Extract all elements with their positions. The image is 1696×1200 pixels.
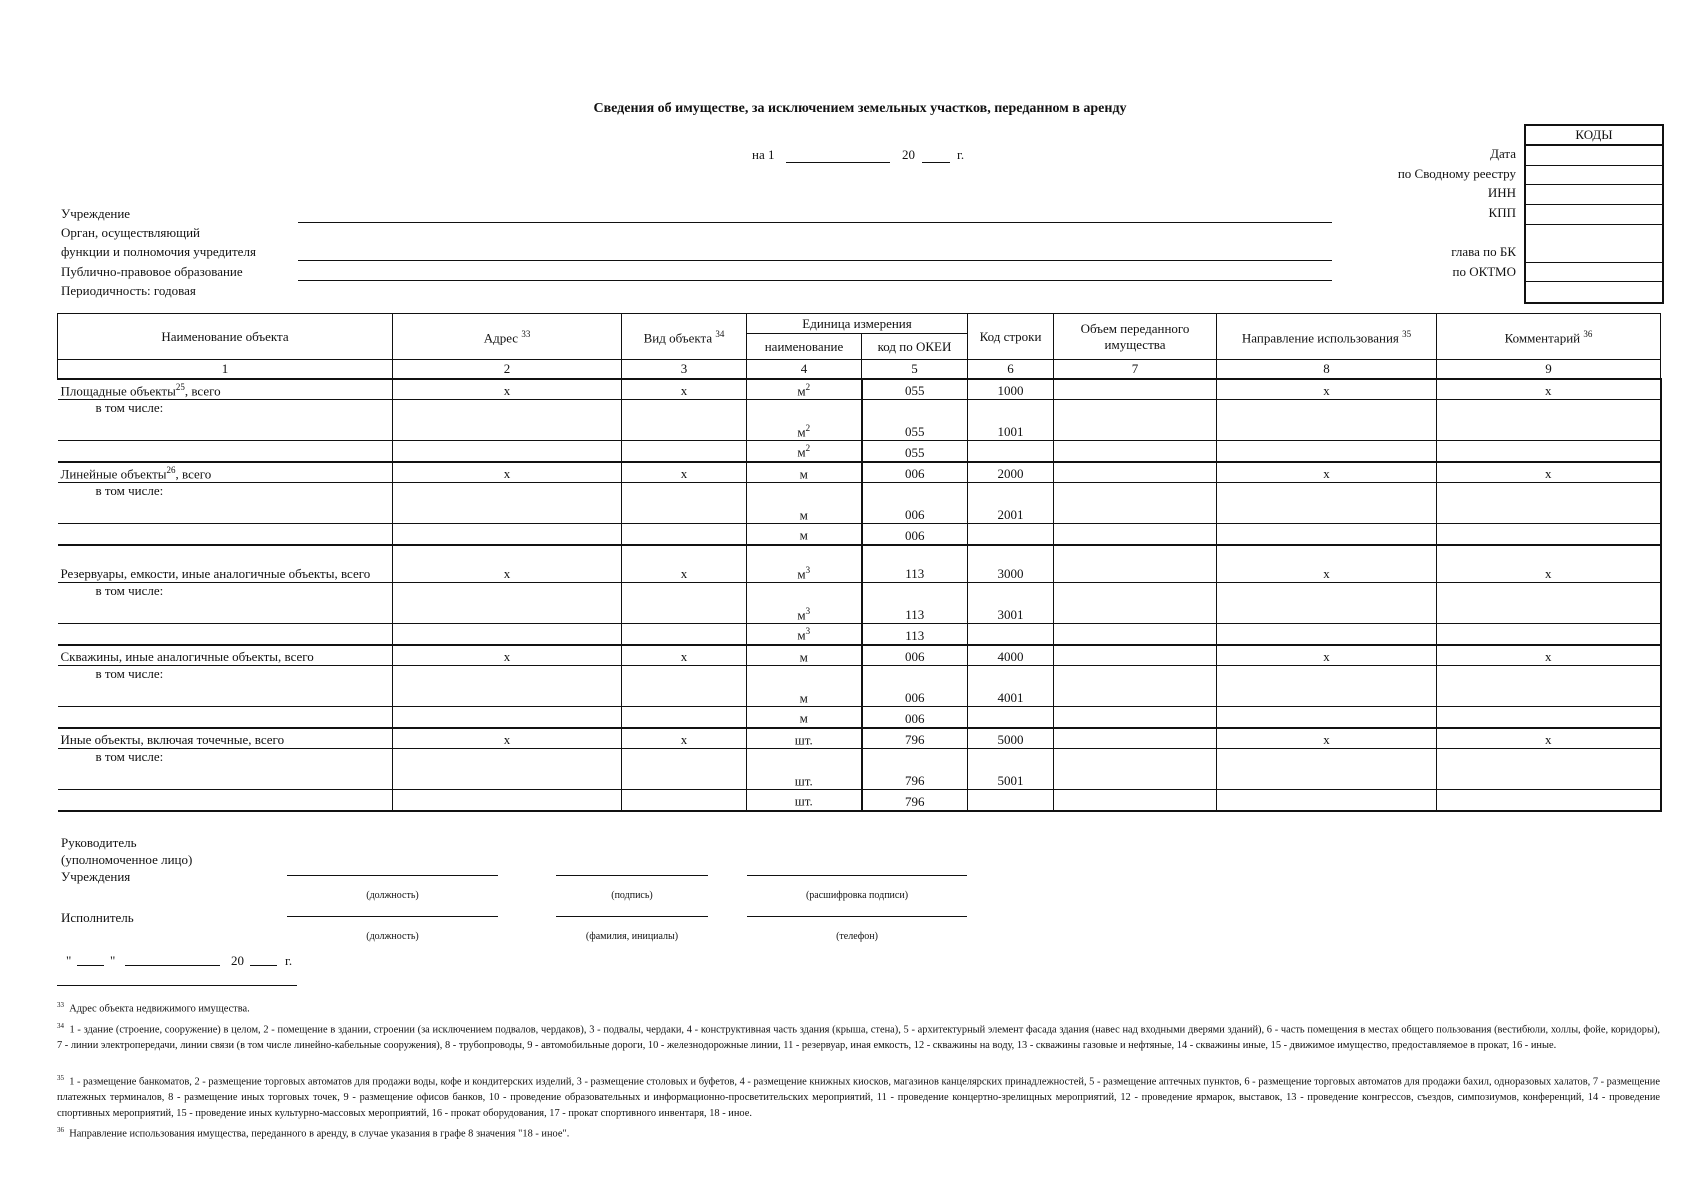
- direction-cell[interactable]: [1217, 441, 1437, 462]
- head-decoding-field[interactable]: [747, 875, 967, 876]
- unit-name-cell: м: [747, 483, 862, 524]
- volume-cell[interactable]: [1054, 749, 1217, 790]
- address-cell[interactable]: [393, 524, 622, 545]
- sign-month-field[interactable]: [125, 965, 220, 966]
- line-code-cell: 1001: [968, 400, 1054, 441]
- direction-cell: x: [1217, 728, 1437, 749]
- okei-code-cell: 006: [862, 645, 968, 666]
- volume-cell[interactable]: [1054, 400, 1217, 441]
- okei-code-cell: 006: [862, 462, 968, 483]
- object-name-cell[interactable]: [58, 441, 393, 462]
- unit-name-cell: $м^2$: [747, 441, 862, 462]
- unit-name-cell: шт.: [747, 749, 862, 790]
- comment-cell[interactable]: [1437, 666, 1661, 707]
- comment-cell[interactable]: [1437, 790, 1661, 811]
- object-name-cell: Резервуары, емкости, иные аналогичные объекты, всего: [58, 545, 393, 583]
- head-position-field[interactable]: [287, 875, 498, 876]
- table-row-total: [58, 728, 1661, 749]
- address-cell: x: [393, 645, 622, 666]
- year-suffix: г.: [957, 147, 965, 162]
- caption-name: (фамилия, инициалы): [585, 931, 679, 942]
- executor-position-field[interactable]: [287, 916, 498, 917]
- object-type-cell: x: [622, 545, 747, 583]
- unit-name-cell: м: [747, 666, 862, 707]
- public-entity-field[interactable]: [298, 266, 1332, 281]
- address-cell[interactable]: [393, 790, 622, 811]
- code-bk-cell[interactable]: [1526, 225, 1662, 263]
- line-code-cell: 5000: [968, 728, 1054, 749]
- table-row-sub: [58, 666, 1661, 707]
- okei-code-cell: 006: [862, 666, 968, 707]
- code-inn-cell[interactable]: [1526, 185, 1662, 205]
- object-name-cell[interactable]: [58, 790, 393, 811]
- object-type-cell[interactable]: [622, 400, 747, 441]
- okei-code-cell: 055: [862, 379, 968, 400]
- caption-position: (должность): [366, 890, 419, 901]
- object-type-cell[interactable]: [622, 666, 747, 707]
- table-row-extra: [58, 624, 1661, 645]
- table-row-sub: [58, 400, 1661, 441]
- address-cell[interactable]: [393, 707, 622, 728]
- line-code-cell: 4000: [968, 645, 1054, 666]
- object-type-cell[interactable]: [622, 583, 747, 624]
- line-code-cell: 2000: [968, 462, 1054, 483]
- unit-name-cell: м: [747, 645, 862, 666]
- unit-name-cell: $м^2$: [747, 379, 862, 400]
- col-number: 1: [58, 360, 393, 379]
- code-label-oktmo: по ОКТМО: [1452, 264, 1516, 279]
- footnote-34: $^{34}$ 1 - здание (строение, сооружение) в целом, 2 - помещение в здании, строении (за исключением подвалов, чердаков), 3 - подвалы, чердаки, 4 - конструктивная часть здания (крыша, стена), 5 - архитектурный элемент фасада здания (навес над входными дверями зданий), 6 - часть помещения в местах общего пользования (вестибюли, холлы, фойе, коридоры), 7 - линии электропередачи, линии связи (в том числе линейно-кабельные сооружения), 8 - трубопроводы, 9 - автомобильные дороги, 10 - железнодорожные линии, 11 - резервуар, иная емкость, 12 - скважины на воду, 13 - скважины газовые и нефтяные, 14 - скважины иные, 15 - движимое имущество, предоставляемое в прокат, 16 - иные.: [57, 1022, 1660, 1052]
- volume-cell[interactable]: [1054, 583, 1217, 624]
- volume-cell[interactable]: [1054, 666, 1217, 707]
- okei-code-cell: 796: [862, 728, 968, 749]
- public-entity-label: Публично-правовое образование: [61, 264, 243, 279]
- head-label-line3: Учреждения: [61, 869, 131, 884]
- object-type-cell: x: [622, 379, 747, 400]
- line-code-cell: [968, 707, 1054, 728]
- unit-name-cell: м: [747, 524, 862, 545]
- date-year-field[interactable]: [922, 148, 950, 163]
- periodicity-label: Периодичность: годовая: [61, 283, 196, 298]
- footnote-36: $^{36}$ Направление использования имущества, переданного в аренду, в случае указания в графе 8 значения "18 - иное".: [57, 1126, 570, 1140]
- okei-code-cell: 006: [862, 524, 968, 545]
- code-label-date: Дата: [1490, 146, 1516, 161]
- col-number: 6: [968, 360, 1054, 379]
- col-number: 8: [1217, 360, 1437, 379]
- col-number: 4: [747, 360, 862, 379]
- object-name-cell: Площадные объекты$^{25}$, всего: [58, 379, 393, 400]
- comment-cell[interactable]: [1437, 524, 1661, 545]
- col-number: 3: [622, 360, 747, 379]
- object-name-cell[interactable]: [58, 524, 393, 545]
- col-header-unit-name: наименование: [747, 334, 862, 360]
- comment-cell: x: [1437, 379, 1661, 400]
- col-header-comment: Комментарий $^{36}$: [1437, 314, 1661, 360]
- in-that-number-cell[interactable]: в том числе:: [58, 749, 393, 790]
- table-row-extra: [58, 707, 1661, 728]
- okei-code-cell: 113: [862, 583, 968, 624]
- codes-box: [1524, 144, 1664, 304]
- col-header-volume: Объем переданного имущества: [1054, 314, 1217, 360]
- comment-cell[interactable]: [1437, 400, 1661, 441]
- col-header-type: Вид объекта $^{34}$: [622, 314, 747, 360]
- comment-cell[interactable]: [1437, 441, 1661, 462]
- institution-field[interactable]: [298, 208, 1332, 223]
- table-row-extra: [58, 441, 1661, 462]
- address-cell: x: [393, 545, 622, 583]
- direction-cell[interactable]: [1217, 483, 1437, 524]
- sign-year-suffix: г.: [285, 953, 293, 968]
- okei-code-cell: 796: [862, 749, 968, 790]
- comment-cell: x: [1437, 645, 1661, 666]
- executor-label: Исполнитель: [61, 910, 134, 925]
- line-code-cell: 5001: [968, 749, 1054, 790]
- volume-cell[interactable]: [1054, 790, 1217, 811]
- direction-cell[interactable]: [1217, 524, 1437, 545]
- address-cell[interactable]: [393, 666, 622, 707]
- authority-label-line2: функции и полномочия учредителя: [61, 244, 256, 259]
- volume-cell[interactable]: [1054, 483, 1217, 524]
- on-date-prefix: на 1: [752, 147, 775, 162]
- line-code-cell: [968, 624, 1054, 645]
- footnote-35: $^{35}$ 1 - размещение банкоматов, 2 - размещение торговых автоматов для продажи воды, кофе и кондитерских изделий, 3 - размещение столовых и буфетов, 4 - размещение книжных киосков, магазинов канцелярских принадлежностей, 5 - размещение аптечных пунктов, 6 - размещение торговых автоматов для продажи бахил, одноразовых халатов, 7 - размещение платежных терминалов, 8 - размещение иных торговых точек, 9 - размещение офисов банков, 10 - проведение образовательных и информационно-просветительских мероприятий, 11 - проведение концертно-зрелищных мероприятий, 12 - проведение ярмарок, выставок, 13 - проведение конгрессов, съездов, симпозиумов, конференций, 14 - проведение спортивных мероприятий, 15 - проведение иных культурно-массовых мероприятий, 16 - прокат оборудования, 17 - прокат спортивного инвентаря, 18 - иное.: [57, 1074, 1660, 1120]
- object-name-cell: Скважины, иные аналогичные объекты, всего: [58, 645, 393, 666]
- table-body: [58, 379, 1661, 811]
- volume-cell[interactable]: [1054, 645, 1217, 666]
- unit-name-cell: шт.: [747, 790, 862, 811]
- object-type-cell[interactable]: [622, 483, 747, 524]
- volume-cell[interactable]: [1054, 624, 1217, 645]
- address-cell: x: [393, 728, 622, 749]
- in-that-number-cell[interactable]: в том числе:: [58, 483, 393, 524]
- object-type-cell[interactable]: [622, 707, 747, 728]
- table-row-total: [58, 545, 1661, 583]
- object-type-cell[interactable]: [622, 624, 747, 645]
- okei-code-cell: 796: [862, 790, 968, 811]
- col-header-address: Адрес $^{33}$: [393, 314, 622, 360]
- comment-cell: x: [1437, 728, 1661, 749]
- address-cell[interactable]: [393, 483, 622, 524]
- col-header-name: Наименование объекта: [58, 314, 393, 360]
- unit-name-cell: $м^2$: [747, 400, 862, 441]
- line-code-cell: 2001: [968, 483, 1054, 524]
- comment-cell[interactable]: [1437, 707, 1661, 728]
- direction-cell: x: [1217, 645, 1437, 666]
- caption-phone: (телефон): [836, 931, 878, 942]
- address-cell: x: [393, 462, 622, 483]
- authority-field[interactable]: [298, 246, 1332, 261]
- line-code-cell: [968, 524, 1054, 545]
- codes-header: КОДЫ: [1524, 124, 1664, 144]
- code-label-registry: по Сводному реестру: [1397, 166, 1516, 181]
- form-title: Сведения об имуществе, за исключением земельных участков, переданном в аренду: [593, 101, 1127, 116]
- in-that-number-cell[interactable]: в том числе:: [58, 583, 393, 624]
- line-code-cell: 3001: [968, 583, 1054, 624]
- head-signature-field[interactable]: [556, 875, 708, 876]
- object-type-cell: x: [622, 645, 747, 666]
- unit-name-cell: $м^3$: [747, 624, 862, 645]
- volume-cell[interactable]: [1054, 441, 1217, 462]
- col-header-unit: Единица измерения: [747, 314, 968, 334]
- object-name-cell[interactable]: [58, 707, 393, 728]
- object-type-cell[interactable]: [622, 441, 747, 462]
- direction-cell[interactable]: [1217, 790, 1437, 811]
- address-cell[interactable]: [393, 441, 622, 462]
- institution-label: Учреждение: [61, 206, 131, 221]
- object-type-cell[interactable]: [622, 790, 747, 811]
- col-number: 5: [862, 360, 968, 379]
- comment-cell[interactable]: [1437, 583, 1661, 624]
- property-table: [57, 313, 1662, 812]
- okei-code-cell: 055: [862, 400, 968, 441]
- col-number: 9: [1437, 360, 1661, 379]
- col-header-line-code: Код строки: [968, 314, 1054, 360]
- direction-cell: x: [1217, 545, 1437, 583]
- head-label-line1: Руководитель: [61, 835, 137, 850]
- col-header-direction: Направление использования $^{35}$: [1217, 314, 1437, 360]
- table-row-extra: [58, 524, 1661, 545]
- caption-signature: (подпись): [611, 890, 653, 901]
- code-registry-cell[interactable]: [1526, 166, 1662, 185]
- object-type-cell: x: [622, 462, 747, 483]
- okei-code-cell: 113: [862, 624, 968, 645]
- authority-label-line1: Орган, осуществляющий: [61, 225, 200, 240]
- table-row-total: [58, 645, 1661, 666]
- volume-cell[interactable]: [1054, 379, 1217, 400]
- date-quote-open: ": [66, 953, 72, 968]
- date-quote-close: ": [110, 953, 116, 968]
- code-date-cell[interactable]: [1526, 146, 1662, 166]
- code-oktmo-cell[interactable]: [1526, 263, 1662, 282]
- address-cell: x: [393, 379, 622, 400]
- direction-cell[interactable]: [1217, 707, 1437, 728]
- volume-cell[interactable]: [1054, 462, 1217, 483]
- table-row-sub: [58, 583, 1661, 624]
- volume-cell[interactable]: [1054, 728, 1217, 749]
- unit-name-cell: $м^3$: [747, 545, 862, 583]
- executor-name-field[interactable]: [556, 916, 708, 917]
- line-code-cell: [968, 441, 1054, 462]
- comment-cell[interactable]: [1437, 483, 1661, 524]
- unit-name-cell: м: [747, 462, 862, 483]
- line-code-cell: 1000: [968, 379, 1054, 400]
- okei-code-cell: 055: [862, 441, 968, 462]
- table-row-sub: [58, 749, 1661, 790]
- volume-cell[interactable]: [1054, 545, 1217, 583]
- comment-cell[interactable]: [1437, 749, 1661, 790]
- address-cell[interactable]: [393, 400, 622, 441]
- direction-cell: x: [1217, 379, 1437, 400]
- direction-cell[interactable]: [1217, 749, 1437, 790]
- sign-year-field[interactable]: [250, 965, 277, 966]
- comment-cell[interactable]: [1437, 624, 1661, 645]
- date-day-month-field[interactable]: [786, 148, 890, 163]
- in-that-number-cell[interactable]: в том числе:: [58, 666, 393, 707]
- object-type-cell: x: [622, 728, 747, 749]
- comment-cell: x: [1437, 462, 1661, 483]
- sign-day-field[interactable]: [77, 965, 104, 966]
- address-cell[interactable]: [393, 583, 622, 624]
- line-code-cell: [968, 790, 1054, 811]
- sign-year-prefix: 20: [231, 953, 244, 968]
- line-code-cell: 3000: [968, 545, 1054, 583]
- table-row-extra: [58, 790, 1661, 811]
- volume-cell[interactable]: [1054, 524, 1217, 545]
- executor-phone-field[interactable]: [747, 916, 967, 917]
- unit-name-cell: $м^3$: [747, 583, 862, 624]
- table-row-total: [58, 379, 1661, 400]
- address-cell[interactable]: [393, 749, 622, 790]
- direction-cell[interactable]: [1217, 583, 1437, 624]
- direction-cell[interactable]: [1217, 624, 1437, 645]
- footnote-separator: [57, 985, 297, 986]
- col-number: 2: [393, 360, 622, 379]
- object-type-cell[interactable]: [622, 524, 747, 545]
- col-number: 7: [1054, 360, 1217, 379]
- in-that-number-cell[interactable]: в том числе:: [58, 400, 393, 441]
- address-cell[interactable]: [393, 624, 622, 645]
- head-label-line2: (уполномоченное лицо): [61, 852, 193, 867]
- okei-code-cell: 006: [862, 483, 968, 524]
- code-kpp-cell[interactable]: [1526, 205, 1662, 225]
- okei-code-cell: 006: [862, 707, 968, 728]
- okei-code-cell: 113: [862, 545, 968, 583]
- footnote-33: $^{33}$ Адрес объекта недвижимого имущества.: [57, 1001, 250, 1015]
- unit-name-cell: шт.: [747, 728, 862, 749]
- caption-position-2: (должность): [366, 931, 419, 942]
- code-label-kpp: КПП: [1488, 205, 1516, 220]
- table-row-total: [58, 462, 1661, 483]
- col-header-unit-code: код по ОКЕИ: [862, 334, 968, 360]
- object-name-cell: Линейные объекты$^{26}$, всего: [58, 462, 393, 483]
- comment-cell: x: [1437, 545, 1661, 583]
- direction-cell[interactable]: [1217, 400, 1437, 441]
- direction-cell: x: [1217, 462, 1437, 483]
- object-name-cell: Иные объекты, включая точечные, всего: [58, 728, 393, 749]
- object-name-cell[interactable]: [58, 624, 393, 645]
- year-prefix: 20: [902, 147, 915, 162]
- code-label-inn: ИНН: [1487, 185, 1516, 200]
- direction-cell[interactable]: [1217, 666, 1437, 707]
- object-type-cell[interactable]: [622, 749, 747, 790]
- caption-decoding: (расшифровка подписи): [805, 890, 909, 901]
- volume-cell[interactable]: [1054, 707, 1217, 728]
- line-code-cell: 4001: [968, 666, 1054, 707]
- unit-name-cell: м: [747, 707, 862, 728]
- table-row-sub: [58, 483, 1661, 524]
- code-label-bk: глава по БК: [1451, 244, 1516, 259]
